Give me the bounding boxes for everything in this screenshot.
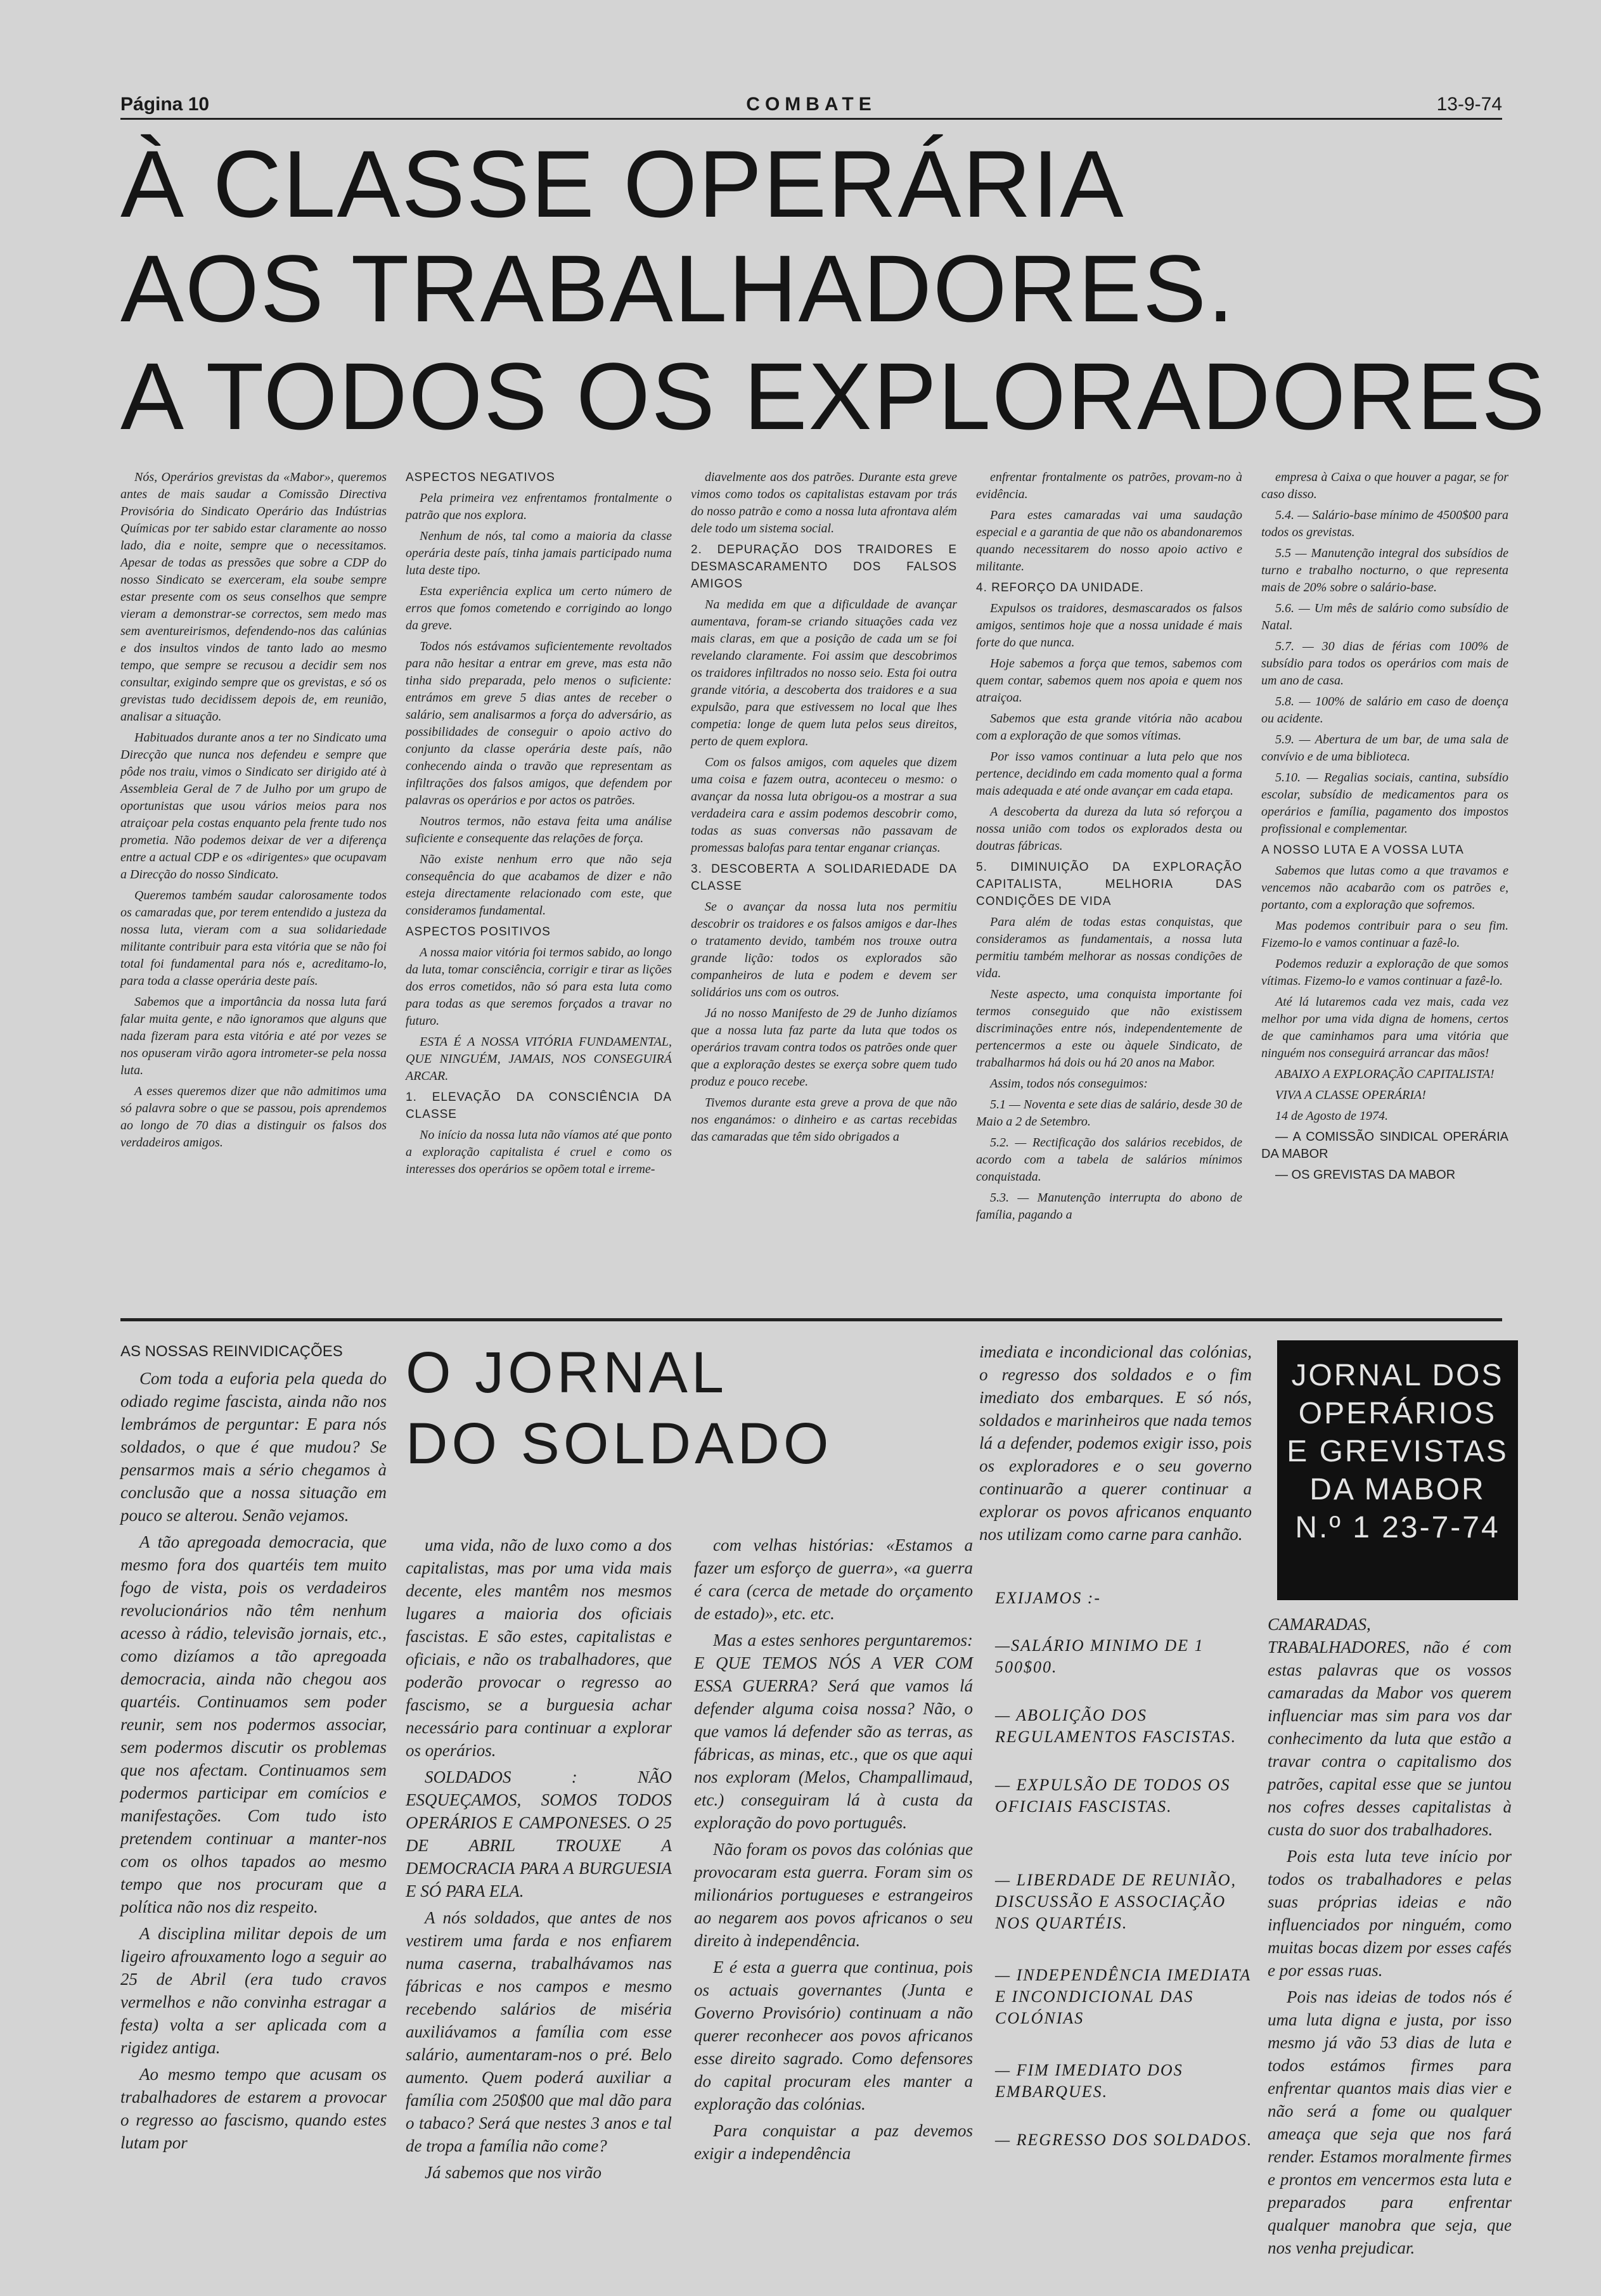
subheading: ASPECTOS POSITIVOS	[406, 925, 551, 939]
box-line: DA MABOR	[1309, 1473, 1486, 1506]
paragraph: E é esta a guerra que continua, pois os actuais governantes (Junta e Governo Provisório) continuam a não querer reconhecer aos povos africanos esse direito sagrado. Como defensores do capital procuram eles manter a exploração das colónias.	[694, 1958, 973, 2113]
paragraph: Não existe nenhum erro que não seja consequência do que acabamos de dizer e não esteja directamente relacionado com este, que consideramos fundamental.	[406, 852, 672, 918]
demands-heading: EXIJAMOS :-	[995, 1589, 1102, 1607]
paragraph: Expulsos os traidores, desmascarados os falsos amigos, sentimos hoje que a nossa unidade é mais forte do que nunca.	[976, 601, 1242, 650]
list-item: 5.9. — Abertura de um bar, de uma sala de convívio e de uma biblioteca.	[1261, 733, 1508, 764]
paragraph: Por isso vamos continuar a luta pelo que nos pertence, decidindo em cada momento qual a forma mais adequada e até onde avançar em cada etapa.	[976, 750, 1242, 798]
section-divider	[120, 1318, 1502, 1321]
list-item: 5.3. — Manutenção interrupta do abono de família, pagando a	[976, 1191, 1242, 1222]
paragraph: Sabemos que esta grande vitória não acabou com a exploração de que somos vítimas.	[976, 712, 1242, 743]
paragraph: Habituados durante anos a ter no Sindicato uma Direcção que nunca nos defendeu e sempre que pôde nos traiu, vimos o Sindicato ser dirigido até à Assembleia Geral de 7 de Julho por um grupo de oportunistas que usou vários meios para nos atraiçoar pela costas enquanto pela frente tudo nos prometia. Não podemos deixar de ver a diferença entre a actual CDP e os «dirigentes» que ocupavam a Direcção do nosso Sindicato.	[120, 731, 387, 882]
list-item: 5.8. — 100% de salário em caso de doença ou acidente.	[1261, 695, 1508, 726]
box-line: E GREVISTAS	[1287, 1435, 1508, 1468]
paragraph: uma vida, não de luxo como a dos capitalistas, mas por uma vida mais decente, eles mantêm nos mesmos lugares a maioria dos oficiais fascistas. E são estes, capitalistas e oficiais, e não os trabalhadores, que poderão provocar o regresso ao fascismo, se a burguesia achar necessário para continuar a explorar os operários.	[406, 1536, 672, 1760]
jornal-title-line-2: DO SOLDADO	[406, 1411, 833, 1476]
top-column-1	[120, 469, 387, 1155]
paragraph: A nós soldados, que antes de nos vestirem uma farda e nos enfiarem numa caserna, trabalhávamos nas fábricas e nos campos e mesmo recebendo salários de miséria auxiliávamos a família com esse salário, aumentaram-nos o pré. Belo aumento. Quem poderá auxiliar a família com 250$00 que mal dão para o tabaco? Será que nestes 3 anos e tal de tropa a família não come?	[406, 1908, 672, 2155]
paragraph: Pois esta luta teve início por todos os trabalhadores e pelas suas próprias ideias e não influenciados por ninguém, como muitas bocas dizem por esses cafés e por essas ruas.	[1268, 1847, 1512, 1980]
demand-item: —SALÁRIO MINIMO DE 1 500$00.	[995, 1636, 1204, 1676]
paragraph: Sabemos que lutas como a que travamos e vencemos não acabarão com os patrões e, portanto, com a exploração que sofremos.	[1261, 864, 1508, 912]
paragraph: Podemos reduzir a exploração de que somos vítimas. Fizemo-lo e vamos continuar a fazê-lo.	[1261, 957, 1508, 988]
lower-column-3	[694, 1534, 973, 2169]
paragraph: Já no nosso Manifesto de 29 de Junho dizíamos que a nossa luta faz parte da luta que todos os operários travam contra todos os patrões onde quer que a exploração destes se exerça sobre quem tudo produz e pouco recebe.	[691, 1006, 957, 1089]
headline-line-1: À CLASSE OPERÁRIA	[120, 131, 1125, 237]
top-column-2	[406, 469, 672, 1182]
list-item: 5.7. — 30 dias de férias com 100% de subsídio para todos os operários com mais de um ano de casa.	[1261, 639, 1508, 688]
page-number: Página 10	[120, 94, 210, 115]
list-item: 5.1 — Noventa e sete dias de salário, desde 30 de Maio a 2 de Setembro.	[976, 1098, 1242, 1129]
paragraph: A disciplina militar depois de um ligeiro afrouxamento logo a seguir ao 25 de Abril (era tudo cravos vermelhos e não convinha estragar a festa) volta a ser aplicada com a rigidez antiga.	[120, 1924, 387, 2057]
paragraph: com velhas histórias: «Estamos a fazer um esforço de guerra», «a guerra é cara (cerca de metade do orçamento de estado)», etc. etc.	[694, 1536, 973, 1623]
paragraph: imediata e incondicional das colónias, o regresso dos soldados e o fim imediato dos embarques. E só nós, soldados e marinheiros que nada temos lá a defender, podemos exigir isso, pois os exploradores e o seu governo continuarão a querer continuar a explorar os povos africanos enquanto nos utilizam como carne para canhão.	[979, 1342, 1252, 1544]
paragraph: Já sabemos que nos virão	[425, 2163, 601, 2182]
top-column-4	[976, 469, 1242, 1228]
subheading: 4. REFORÇO DA UNIDADE.	[976, 581, 1144, 594]
signature: — OS GREVISTAS DA MABOR	[1275, 1168, 1456, 1182]
paragraph: ESTA É A NOSSA VITÓRIA FUNDAMENTAL, QUE NINGUÉM, JAMAIS, NOS CONSEGUIRÁ ARCAR.	[406, 1035, 672, 1083]
jornal-title-line-1: O JORNAL	[406, 1340, 728, 1405]
paragraph: Nenhum de nós, tal como a maioria da classe operária deste país, tinha jamais participado numa luta deste tipo.	[406, 529, 672, 577]
issue-date: 13-9-74	[1436, 94, 1502, 115]
masthead-box	[1277, 1340, 1518, 1600]
list-item: 5.6. — Um mês de salário como subsídio de Natal.	[1261, 601, 1508, 632]
top-column-3	[691, 469, 957, 1150]
paragraph: Queremos também saudar calorosamente todos os camaradas que, por terem entendido a justeza da nossa luta, vieram com a sua solidariedade militante contribuir para esta vitória que se não foi total foi fundamental para nós e, acreditamo-lo, para toda a classe operária deste país.	[120, 888, 387, 988]
list-item: 5.2. — Rectificação dos salários recebidos, de acordo com a tabela de salários mínimos conquistada.	[976, 1136, 1242, 1184]
lower-column-2	[406, 1534, 672, 2188]
slogan: SOLDADOS : NÃO ESQUEÇAMOS, SOMOS TODOS OPERÁRIOS E CAMPONESES. O 25 DE ABRIL TROUXE A DEMOCRACIA PARA A BURGUESIA E SÓ PARA ELA.	[406, 1767, 672, 1901]
paragraph: Esta experiência explica um certo número de erros que fomos cometendo e corrigindo ao longo da greve.	[406, 584, 672, 632]
box-line: JORNAL DOS	[1291, 1359, 1504, 1392]
paragraph: Nós, Operários grevistas da «Mabor», queremos antes de mais saudar a Comissão Directiva Provisória do Sindicato Operário das Indústrias Químicas por ter sabido estar claramente ao nosso lado, dia e noite, sempre que o necessitamos. Apesar de todas as pressões que sobre a CDP do nosso Sindicato se exerceram, ela soube sempre estar presente com os seus conselhos que sempre vieram a demonstrar-se correctos, sem medo mas sem aventureirismos, defendendo-nos das calúnias e dos insultos vindos de tanto lado ao mesmo tempo, que sempre se recusou a decidir sem nos consultar, exigindo sempre que os grevistas, e só os grevistas tudo decidissem depois de, em reunião, analisar a situação.	[120, 470, 387, 724]
paragraph: Para estes camaradas vai uma saudação especial e a garantia de que não os abandonaremos quando necessitarem do nosso apoio activo e militante.	[976, 508, 1242, 574]
slogan: ABAIXO A EXPLORAÇÃO CAPITALISTA!	[1275, 1067, 1495, 1081]
demand-item: — FIM IMEDIATO DOS EMBARQUES.	[995, 2061, 1183, 2101]
paragraph: Neste aspecto, uma conquista importante foi termos conseguido que não existissem discriminações entre nós, independentemente de pertencermos a este ou àquele Sindicato, de trabalharmos há dois ou há 20 anos na Mabor.	[976, 987, 1242, 1070]
subheading: 5. DIMINUIÇÃO DA EXPLORAÇÃO CAPITALISTA, MELHORIA DAS CONDIÇÕES DE VIDA	[976, 861, 1242, 908]
paragraph: Se o avançar da nossa luta nos permitiu descobrir os traidores e os falsos amigos e dar-lhes o tratamento devido, também nos trouxe outra grande lição: todos os explorados são companheiros de luta e podem e devem ser solidários uns com os outros.	[691, 900, 957, 999]
paragraph: Todos nós estávamos suficientemente revoltados para não hesitar a entrar em greve, mas esta não tinha sido preparada, pelo menos o suficiente: entrámos em greve 5 dias antes de receber o salário, sem analisarmos a força do adversário, as possibilidades de conseguir o apoio activo do conjunto da classe operária deste país, não conhecendo ainda o travão que representam as infiltrações dos falsos amigos, que defendem por palavras os operários e por actos os patrões.	[406, 639, 672, 807]
demand-item: — REGRESSO DOS SOLDADOS.	[995, 2131, 1253, 2149]
headline-line-3: A TODOS OS EXPLORADORES	[120, 343, 1546, 449]
list-item: empresa à Caixa o que houver a pagar, se for caso disso.	[1261, 470, 1508, 501]
lower-column-5	[1268, 1613, 1512, 2263]
paragraph: Hoje sabemos a força que temos, sabemos com quem contar, sabemos quem nos apoia e quem nos atraiçoa.	[976, 657, 1242, 705]
paragraph: Tivemos durante esta greve a prova de que não nos enganámos: o dinheiro e as cartas recebidas das camaradas que têm sido obrigados a	[691, 1096, 957, 1144]
paragraph: A descoberta da dureza da luta só reforçou a nossa união com todos os explorados desta ou doutras fábricas.	[976, 805, 1242, 853]
paragraph: enfrentar frontalmente os patrões, provam-no à evidência.	[976, 470, 1242, 501]
subheading: 2. DEPURAÇÃO DOS TRAIDORES E DESMASCARAMENTO DOS FALSOS AMIGOS	[691, 543, 957, 591]
paragraph: Mas podemos contribuir para o seu fim. Fizemo-lo e vamos continuar a fazê-lo.	[1261, 919, 1508, 950]
paragraph: Mas a estes senhores perguntaremos: E QUE TEMOS NÓS A VER COM ESSA GUERRA? Será que vamos lá defender alguma coisa nossa? Não, o que vamos lá defender são as terras, as fábricas, as minas, etc., que os que aqui nos exploram (Melos, Champallimaud, etc.) conseguiram lá à custa da exploração do povo português.	[694, 1631, 973, 1832]
demand-item: — INDEPENDÊNCIA IMEDIATA E INCONDICIONAL DAS COLÓNIAS	[995, 1966, 1251, 2027]
paragraph: A nossa maior vitória foi termos sabido, ao longo da luta, tomar consciência, corrigir e tirar as lições dos erros cometidos, não só para esta luta como para todas as que seremos forçados a travar no futuro.	[406, 946, 672, 1028]
paragraph: Para conquistar a paz devemos exigir a independência	[694, 2121, 973, 2163]
paragraph: diavelmente aos dos patrões. Durante esta greve vimos como todos os capitalistas estavam por trás do nosso patrão e como a nossa luta afrontava além dele todo um sistema social.	[691, 470, 957, 536]
box-line: N.º 1 23-7-74	[1295, 1511, 1500, 1544]
jornal-title	[406, 1337, 832, 1479]
column-heading: AS NOSSAS REINVIDICAÇÕES	[120, 1343, 343, 1360]
paragraph: Na medida em que a dificuldade de avançar aumentava, foram-se criando situações cada vez mais claras, em que a posição de cada um se foi revelando claramente. Foi assim que descobrimos os traidores infiltrados no nosso seio. Esta foi outra grande vitória, a descoberta dos traidores e a sua expulsão, para que estivessem no local que lhes competia: longe de quem luta pelos seus direitos, perto de quem explora.	[691, 598, 957, 748]
paragraph: Pela primeira vez enfrentamos frontalmente o patrão que nos explora.	[406, 491, 672, 522]
paragraph: Sabemos que a importância da nossa luta fará falar muita gente, e não ignoramos que alguns que nada fizeram para esta vitória e até por vezes se nos opuseram virão agora intrometer-se pela nossa luta.	[120, 995, 387, 1077]
paragraph: Até lá lutaremos cada vez mais, cada vez melhor por uma vida digna de homens, certos de que caminhamos para uma vitória que ninguém nos conseguirá arrancar das mãos!	[1261, 995, 1508, 1060]
demand-item: — EXPULSÃO DE TODOS OS OFICIAIS FASCISTAS.	[995, 1776, 1231, 1816]
paragraph: CAMARADAS, TRABALHADORES, não é com estas palavras que os vossos camaradas da Mabor vos querem influenciar mas sim para vos dar conhecimento da luta que estão a travar contra o capitalismo dos patrões, capital esse que se juntou nos cofres desses capitalistas à custa do suor dos trabalhadores.	[1268, 1615, 1512, 1839]
list-item: 5.4. — Salário-base mínimo de 4500$00 para todos os grevistas.	[1261, 508, 1508, 539]
paragraph: Para além de todas estas conquistas, que consideramos as fundamentais, a nossa luta permitiu também melhorar as nossas condições de vida.	[976, 915, 1242, 980]
subheading: ASPECTOS NEGATIVOS	[406, 471, 555, 484]
subheading: A NOSSO LUTA E A VOSSA LUTA	[1261, 843, 1464, 857]
list-item: 5.5 — Manutenção integral dos subsídios de turno e trabalho nocturno, o que representa mais de 20% sobre o salário-base.	[1261, 546, 1508, 594]
subheading: 3. DESCOBERTA A SOLIDARIEDADE DA CLASSE	[691, 863, 957, 893]
subheading: 1. ELEVAÇÃO DA CONSCIÊNCIA DA CLASSE	[406, 1091, 672, 1121]
lower-column-4-intro	[979, 1340, 1252, 1549]
signature: — A COMISSÃO SINDICAL OPERÁRIA DA MABOR	[1261, 1130, 1508, 1161]
list-item: 5.10. — Regalias sociais, cantina, subsídio escolar, subsídio de medicamentos para os operários e família, pagamento dos impostos profissional e complementar.	[1261, 771, 1508, 836]
signature-date: 14 de Agosto de 1974.	[1275, 1109, 1388, 1123]
paragraph: Assim, todos nós conseguimos:	[990, 1077, 1148, 1091]
box-line: OPERÁRIOS	[1298, 1397, 1497, 1430]
lower-column-1	[120, 1340, 387, 2158]
paragraph: Noutros termos, não estava feita uma análise suficiente e consequente das relações de força.	[406, 814, 672, 845]
paragraph: Pois nas ideias de todos nós é uma luta digna e justa, por isso mesmo já vão 53 dias de luta e todos estámos firmes para enfrentar quantos mais dias vier e não será a fome ou qualquer ameaça que seja que nos fará render. Estamos moralmente firmes e prontos em vencermos esta luta e preparados para enfrentar qualquer manobra que seja, que nos venha prejudicar.	[1268, 1987, 1512, 2257]
demand-item: — ABOLIÇÃO DOS REGULAMENTOS FASCISTAS.	[995, 1706, 1237, 1746]
paragraph: A tão apregoada democracia, que mesmo fora dos quartéis tem muito fogo de vista, pois os verdadeiros revolucionários não têm nenhum acesso à rádio, televisão jornais, etc., como dizíamos a tão apregoada democracia, ainda não chegou aos quartéis. Continuamos sem poder reunir, sem nos podermos associar, sem podermos discutir os problemas que nos afectam. Continuamos sem podermos participar em comícios e manifestações. Com tudo isto pretendem continuar a manter-nos com os olhos tapados ao mesmo tempo que nos procuram que a política não nos diz respeito.	[120, 1532, 387, 1916]
page-header	[120, 89, 1502, 120]
paragraph: Com os falsos amigos, com aqueles que dizem uma coisa e fazem outra, aconteceu o mesmo: o avançar da nossa luta obrigou-os a mostrar a sua verdadeira cara e assim podemos descobrir como, todas as suas conversas não passavam de promessas balofas para tentar enganar crianças.	[691, 755, 957, 855]
paragraph: A esses queremos dizer que não admitimos uma só palavra sobre o que se passou, pois aprendemos ao longo de 70 dias a distinguir os falsos dos verdadeiros amigos.	[120, 1084, 387, 1150]
demand-item: — LIBERDADE DE REUNIÃO, DISCUSSÃO E ASSOCIAÇÃO NOS QUARTÉIS.	[995, 1871, 1237, 1932]
paragraph: No início da nossa luta não víamos até que ponto a exploração capitalista é cruel e como os interesses dos operários se opõem total e irreme-	[406, 1128, 672, 1176]
slogan: VIVA A CLASSE OPERÁRIA!	[1275, 1088, 1426, 1102]
paragraph: Com toda a euforia pela queda do odiado regime fascista, ainda não nos lembrámos de perguntar: E para nós soldados, o que é que mudou? Se pensarmos mais a sério chegamos à conclusão que a nossa situação em pouco se alterou. Senão vejamos.	[120, 1369, 387, 1525]
top-column-5	[1261, 469, 1508, 1188]
paragraph: Não foram os povos das colónias que provocaram esta guerra. Foram sim os milionários portugueses e estrangeiros ao negarem aos povos africanos o seu direito à independência.	[694, 1840, 973, 1950]
paragraph: Ao mesmo tempo que acusam os trabalhadores de estarem a provocar o regresso ao fascismo, quando estes lutam por	[120, 2065, 387, 2152]
headline-line-2: AOS TRABALHADORES.	[120, 235, 1235, 342]
newspaper-name: COMBATE	[746, 94, 877, 115]
